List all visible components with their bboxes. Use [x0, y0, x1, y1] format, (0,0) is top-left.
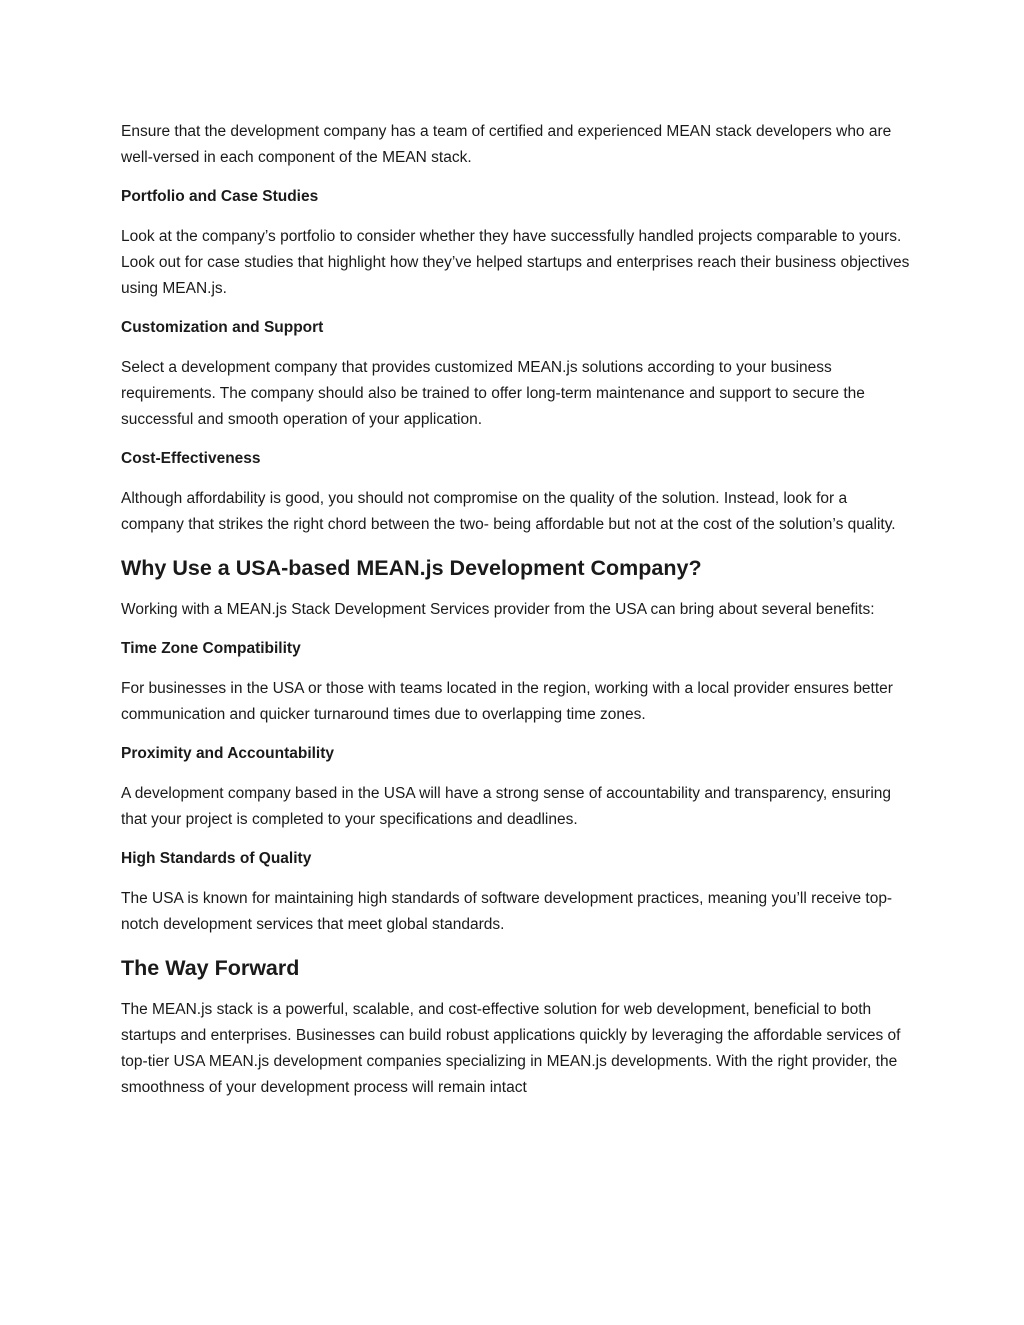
paragraph-portfolio: Look at the company’s portfolio to consider whether they have successfully handled projects comparable to yours. Look out for case studies that highlight how they’ve helped startups and enterprises reach their business objectives using MEAN.js. [121, 228, 910, 297]
paragraph-way-forward: The MEAN.js stack is a powerful, scalable, and cost-effective solution for web development, beneficial to both startups and enterprises. Businesses can build robust applications quickly by leveraging the affordable services of top-tier USA MEAN.js development companies specializing in MEAN.js developments. With the right provider, the smoothness of your development process will remain intact [121, 1001, 901, 1096]
paragraph-time-zone: For businesses in the USA or those with teams located in the region, working with a local provider ensures better communication and quicker turnaround times due to overlapping time zones. [121, 680, 893, 723]
paragraph-proximity: A development company based in the USA will have a strong sense of accountability and transparency, ensuring that your project is completed to your specifications and deadlines. [121, 785, 892, 828]
subheading-cost: Cost-Effectiveness [121, 450, 261, 467]
subheading-quality: High Standards of Quality [121, 850, 312, 867]
paragraph-cost: Although affordability is good, you should not compromise on the quality of the solution. Instead, look for a company that strikes the right chord between the two- being affordable but not at the cost of the solution’s quality. [121, 490, 896, 533]
subheading-portfolio: Portfolio and Case Studies [121, 188, 319, 205]
subheading-time-zone: Time Zone Compatibility [121, 640, 301, 657]
document-body [121, 119, 911, 1116]
heading-way-forward: The Way Forward [121, 956, 300, 980]
subheading-proximity: Proximity and Accountability [121, 745, 335, 762]
paragraph-quality: The USA is known for maintaining high standards of software development practices, meaning you’ll receive top-notch development services that meet global standards. [121, 890, 893, 933]
paragraph-certified-developers: Ensure that the development company has a team of certified and experienced MEAN stack developers who are well-versed in each component of the MEAN stack. [121, 123, 892, 166]
subheading-customization: Customization and Support [121, 319, 324, 336]
heading-why-usa: Why Use a USA-based MEAN.js Development Company? [121, 556, 702, 580]
paragraph-customization: Select a development company that provides customized MEAN.js solutions according to your business requirements. The company should also be trained to offer long-term maintenance and support to secure the successful and smooth operation of your application. [121, 359, 865, 428]
paragraph-why-usa: Working with a MEAN.js Stack Development Services provider from the USA can bring about several benefits: [121, 601, 875, 618]
